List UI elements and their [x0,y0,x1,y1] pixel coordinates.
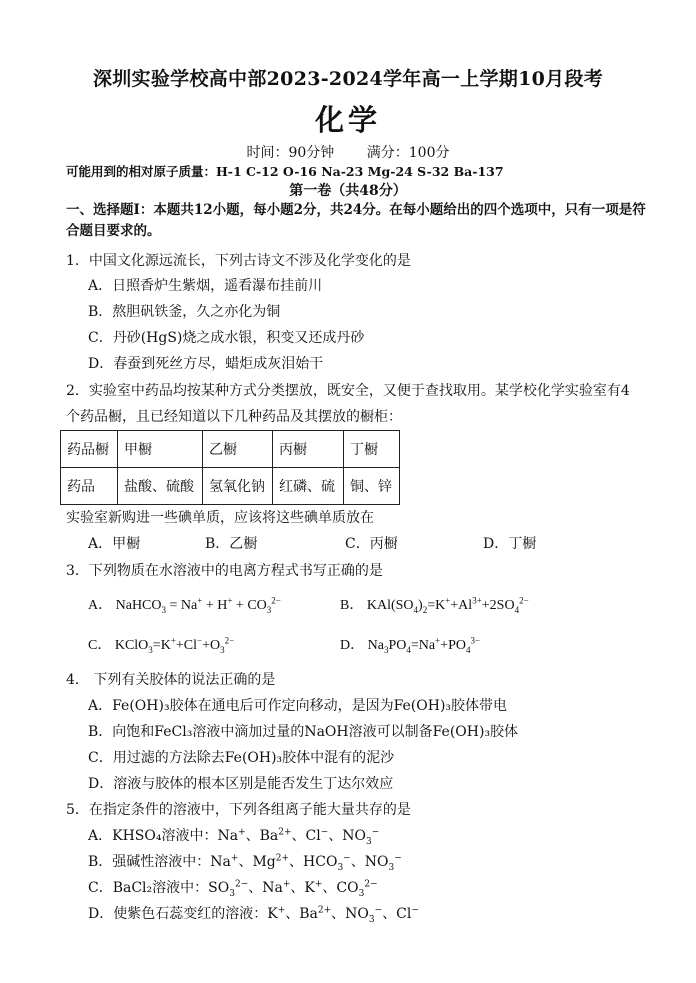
atomic-masses: 可能用到的相对原子质量：H-1 C-12 O-16 Na-23 Mg-24 S-32 Ba-137 [66,164,504,179]
q5-option-b: B．强碱性溶液中：Na+、$Mg^{2+}$、$HCO_3^-$、$NO_3^-$ [88,853,402,873]
q1-option-a: A．日照香炉生紫烟，遥看瀑布挂前川 [88,278,323,294]
subject-title: 化学 [314,103,381,137]
q5-option-a: A．KHSO₄溶液中：Na+、$Ba^{2+}$、Cl−、$NO_3^-$ [88,827,380,847]
exam-time: 时间：90分钟 [246,145,335,161]
q2-option-a: A．甲橱 [88,536,141,552]
exam-score: 满分：100分 [366,145,450,161]
table-row [61,431,400,468]
table-cell: 红磷、硫 [273,468,344,505]
q5-option-c: C．BaCl₂溶液中：$SO_3^{2-}$、Na+、K+、$CO_3^{2-}$ [88,879,378,899]
q1-option-b: B．熬胆矾铁釜，久之亦化为铜 [88,304,281,320]
section-instructions: 一、选择题Ⅰ：本题共12小题，每小题2分，共24分。在每小题给出的四个选项中，只有一项是符合题目要求的。 [66,202,646,239]
q3-option-c: C． $KClO_3=K^++Cl^-+O_3^{2-}$ [88,635,235,655]
q4-stem: 4． 下列有关胶体的说法正确的是 [66,672,276,688]
table-cell: 丁橱 [344,431,400,468]
q1-stem: 1．中国文化源远流长，下列古诗文不涉及化学变化的是 [66,253,411,269]
q2-follow-up: 实验室新购进一些碘单质，应该将这些碘单质放在 [66,510,374,526]
table-row [61,468,400,505]
q2-stem-line1: 2．实验室中药品均按某种方式分类摆放，既安全，又便于查找取用。某学校化学实验室有4 [66,383,630,399]
q1-option-d: D．春蚕到死丝方尽，蜡炬成灰泪始干 [88,356,324,372]
volume-heading: 第一卷（共48分） [289,183,407,199]
q4-option-a: A．Fe(OH)₃胶体在通电后可作定向移动，是因为Fe(OH)₃胶体带电 [88,698,508,714]
q3-option-a: A． NaHCO$_3$ = $Na^+ + H^+ + CO_3^{2-}$ [88,595,281,615]
cabinet-table [60,430,400,505]
table-cell: 氢氧化钠 [203,468,273,505]
q4-option-c: C．用过滤的方法除去Fe(OH)₃胶体中混有的泥沙 [88,750,395,766]
table-cell: 盐酸、硫酸 [118,468,203,505]
q5-option-d: D．使紫色石蕊变红的溶液：K+、$Ba^{2+}$、$NO_3^-$、Cl− [88,905,419,925]
q3-stem: 3．下列物质在水溶液中的电离方程式书写正确的是 [66,563,383,579]
table-cell: 乙橱 [203,431,273,468]
q2-option-c: C．丙橱 [345,536,398,552]
table-cell: 药品橱 [61,431,118,468]
exam-title: 深圳实验学校高中部2023-2024学年高一上学期10月段考 [92,68,604,90]
table-cell: 药品 [61,468,118,505]
table-cell: 丙橱 [273,431,344,468]
q3-option-d: D． $Na_3PO_4=Na^++PO_4^{3-}$ [340,635,481,655]
q5-stem: 5．在指定条件的溶液中，下列各组离子能大量共存的是 [66,802,411,818]
q4-option-b: B．向饱和FeCl₃溶液中滴加过量的NaOH溶液可以制备Fe(OH)₃胶体 [88,724,519,740]
q4-option-d: D．溶液与胶体的根本区别是能否发生丁达尔效应 [88,776,394,792]
q2-option-d: D．丁橱 [483,536,537,552]
q1-option-c: C．丹砂(HgS)烧之成水银，积变又还成丹砂 [88,330,365,346]
table-cell: 铜、锌 [344,468,400,505]
q2-option-b: B．乙橱 [205,536,258,552]
q3-option-b: B． $KAl(SO_4)_2=K^++Al^{3+}+2SO_4^{2-}$ [340,595,529,615]
table-cell: 甲橱 [118,431,203,468]
exam-info [0,142,696,162]
q2-stem-line2: 个药品橱，且已经知道以下几种药品及其摆放的橱柜： [66,409,402,425]
